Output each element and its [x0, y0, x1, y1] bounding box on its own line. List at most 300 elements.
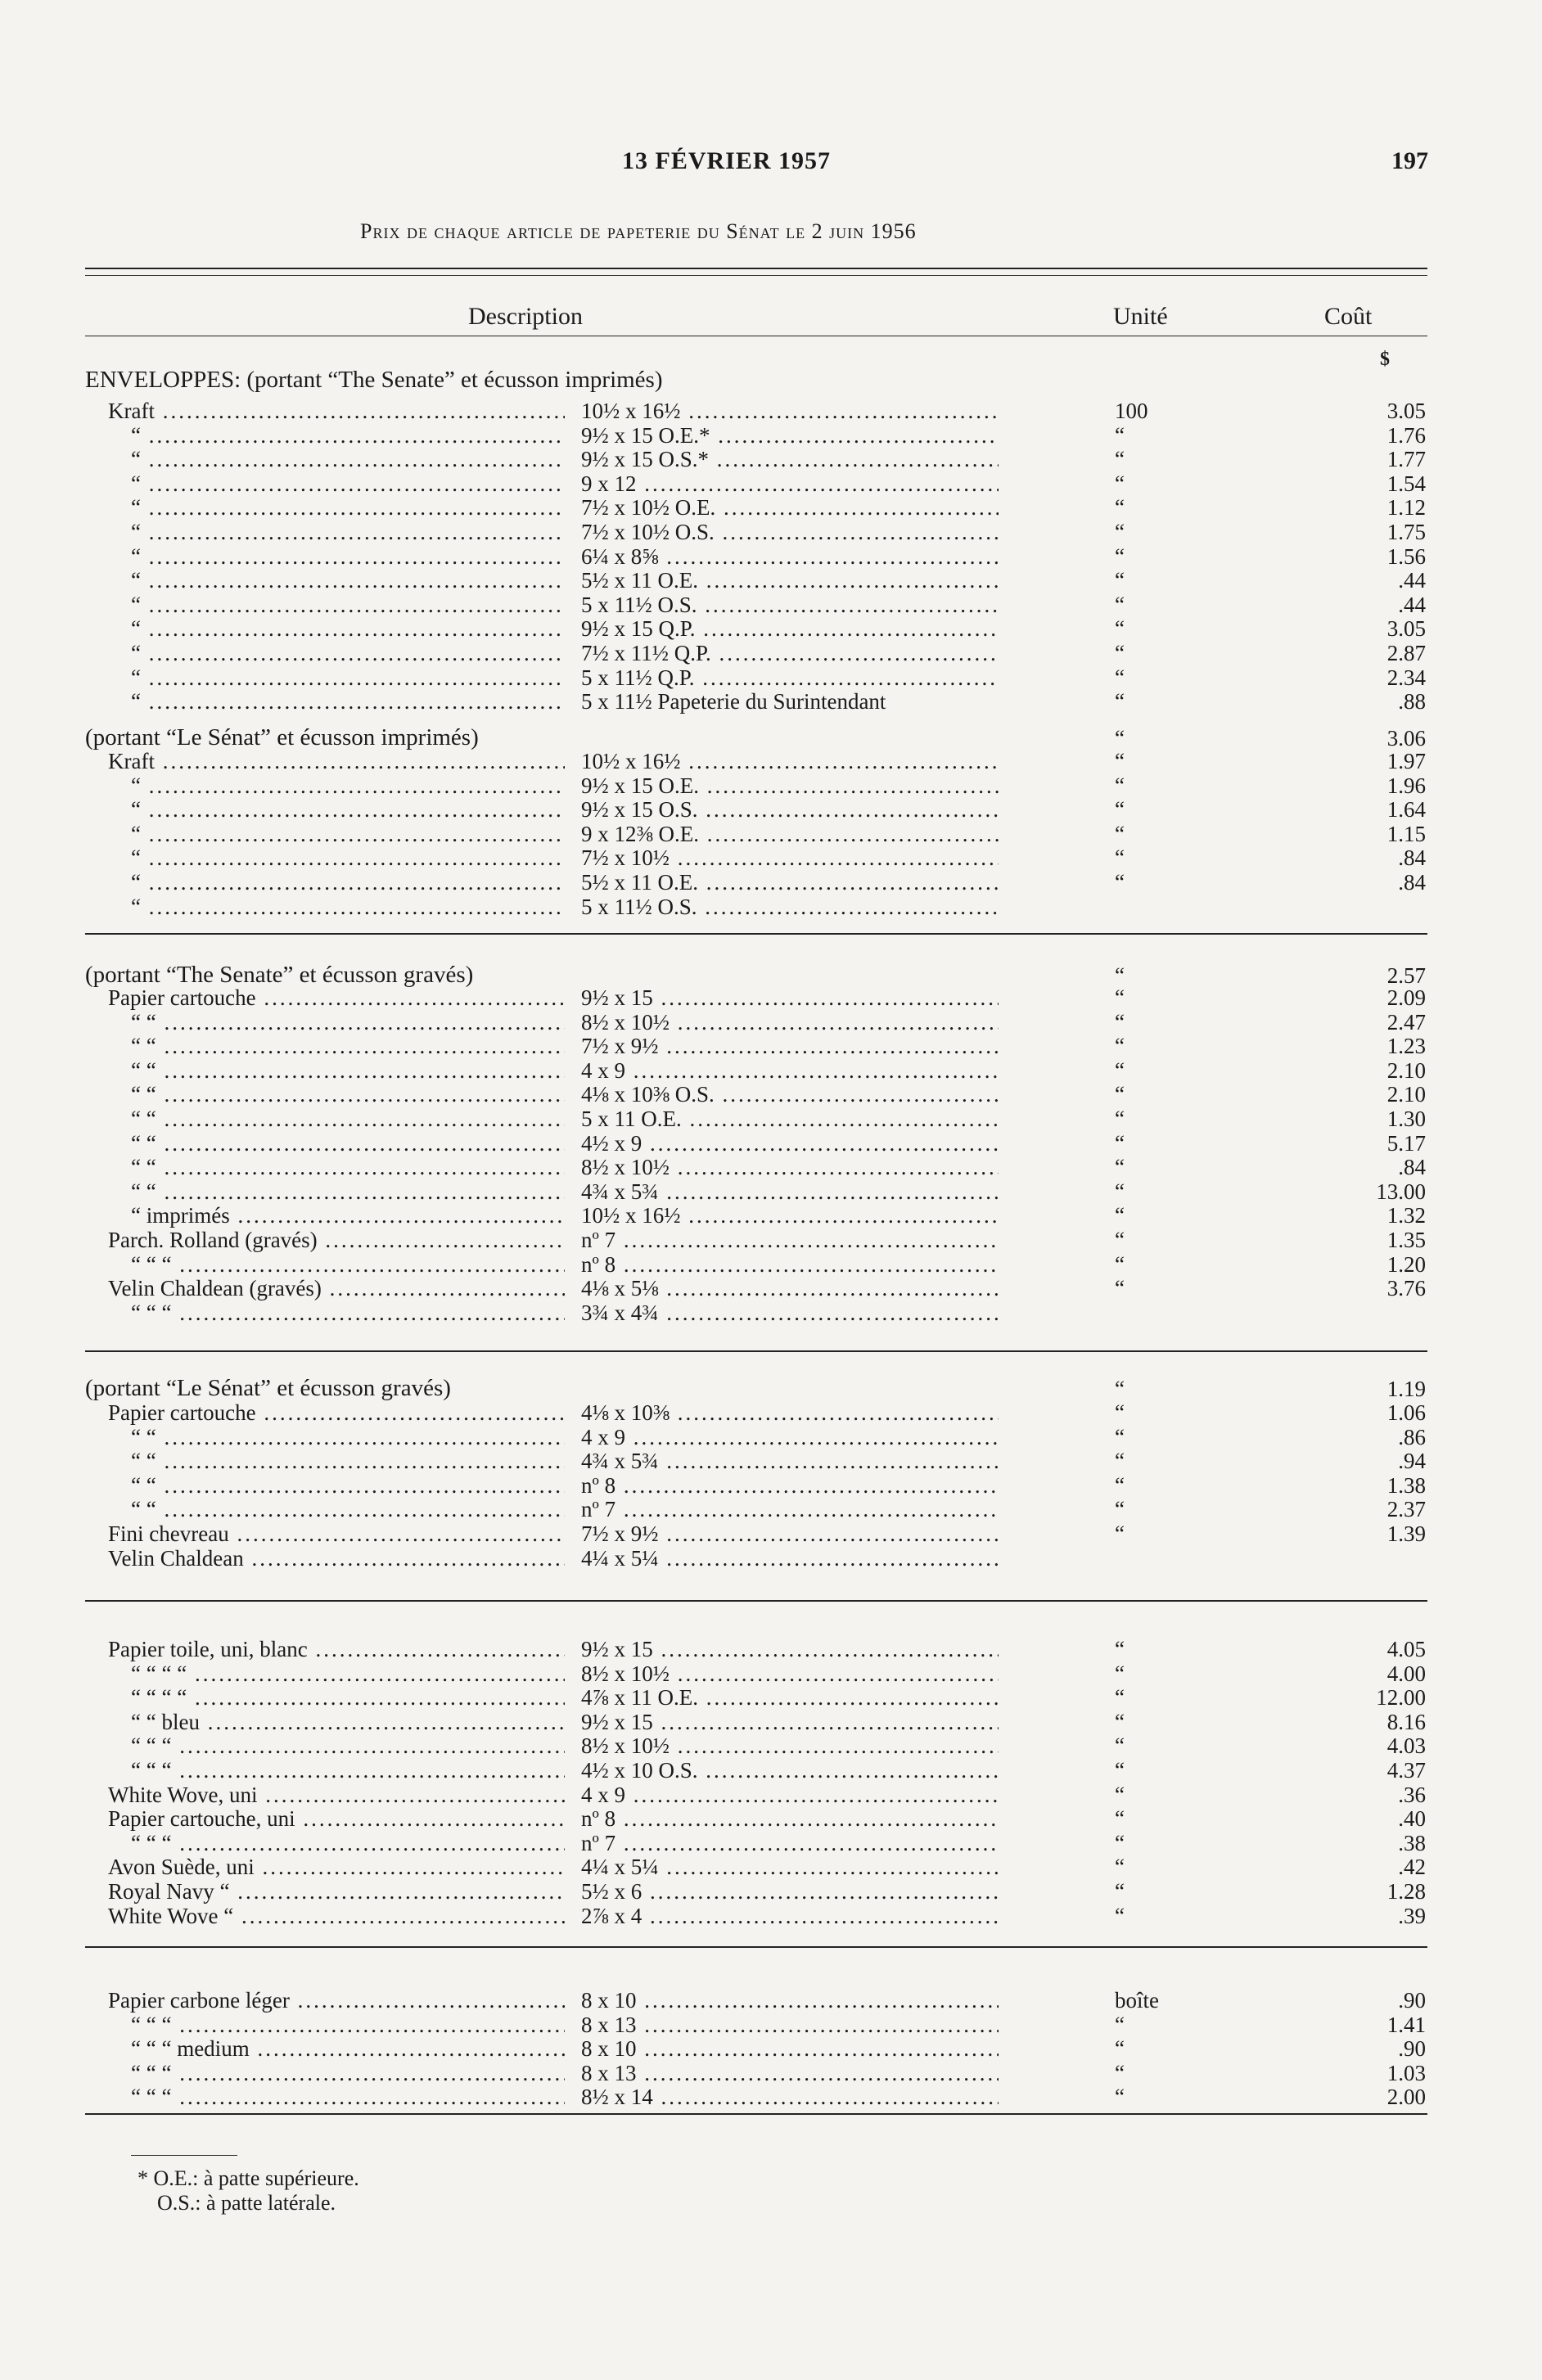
- description-cell: Papier toile, uni, blanc .....: [108, 1637, 565, 1661]
- description-cell: “ “ “ “ .....: [131, 1685, 565, 1710]
- size-cell: 9½ x 15 .....: [581, 1637, 999, 1661]
- table-row: [0, 1806, 1542, 1831]
- table-row: [0, 1228, 1542, 1252]
- cost-cell: 1.64: [1386, 797, 1426, 823]
- cost-cell: .44: [1398, 568, 1426, 593]
- unit-cell: “: [1115, 1637, 1125, 1661]
- cost-cell: .84: [1398, 845, 1426, 871]
- unit-cell: “: [1115, 1733, 1125, 1759]
- size-cell: 4¾ x 5¾ .....: [581, 1449, 999, 1473]
- description-cell: “ .....: [131, 593, 565, 617]
- description-cell-wrap: [108, 1783, 565, 1807]
- size-cell: 8 x 13 .....: [581, 2013, 999, 2037]
- description-cell: Parch. Rolland (gravés) .....: [108, 1228, 565, 1252]
- cost-cell: 12.00: [1376, 1685, 1426, 1711]
- cost-cell: 2.00: [1386, 2085, 1426, 2110]
- unit-cell: “: [1115, 749, 1125, 773]
- unit-cell: “: [1115, 797, 1125, 823]
- description-cell: “ .....: [131, 568, 565, 593]
- table-row: [0, 544, 1542, 569]
- cost-cell: 4.03: [1386, 1733, 1426, 1759]
- table-row: [0, 1637, 1542, 1661]
- table-row: [0, 1179, 1542, 1204]
- table-row: [0, 2036, 1542, 2061]
- section-rule: [85, 1350, 1427, 1352]
- cost-cell: .90: [1398, 1988, 1426, 2013]
- description-cell-wrap: [131, 641, 565, 665]
- description-cell-wrap: [108, 1400, 565, 1425]
- unit-cell: “: [1115, 1709, 1125, 1734]
- description-cell: “ “ “ .....: [131, 2061, 565, 2085]
- size-cell: 4½ x 9 .....: [581, 1131, 999, 1156]
- description-cell-wrap: [131, 2061, 565, 2085]
- unit-cell: “: [1115, 1107, 1125, 1131]
- description-cell-wrap: [108, 399, 565, 423]
- table-row: [0, 797, 1542, 822]
- unit-cell: “: [1115, 1855, 1125, 1880]
- unit-cell: boîte: [1115, 1988, 1159, 2013]
- description-cell-wrap: [108, 1904, 565, 1928]
- description-cell-wrap: [131, 471, 565, 496]
- cost-cell: 1.06: [1386, 1400, 1426, 1425]
- size-cell: 10½ x 16½ .....: [581, 1203, 999, 1228]
- description-cell-wrap: [131, 1131, 565, 1156]
- size-cell: 9½ x 15 O.E.* .....: [581, 423, 999, 448]
- cost-cell: 1.30: [1386, 1107, 1426, 1131]
- size-cell: 4⅛ x 10⅜ .....: [581, 1400, 999, 1425]
- cost-cell: 2.10: [1386, 1057, 1426, 1083]
- description-cell-wrap: [131, 423, 565, 448]
- section-label: (portant “Le Sénat” et écusson imprimés): [85, 724, 479, 751]
- size-cell: 7½ x 11½ Q.P. .....: [581, 641, 999, 665]
- unit-cell: “: [1115, 1830, 1125, 1855]
- description-cell-wrap: [108, 1988, 565, 2013]
- description-cell: “ .....: [131, 689, 565, 714]
- description-cell: “ “ .....: [131, 1010, 565, 1034]
- description-cell: “ .....: [131, 423, 565, 448]
- description-cell: “ “ “ .....: [131, 1733, 565, 1758]
- table-row: [0, 1034, 1542, 1058]
- cost-cell: 1.12: [1386, 495, 1426, 521]
- cost-cell: 5.17: [1386, 1130, 1426, 1156]
- unit-cell: “: [1115, 471, 1125, 496]
- description-cell-wrap: [131, 689, 565, 714]
- table-row: [0, 1058, 1542, 1083]
- cost-cell: .40: [1398, 1806, 1426, 1832]
- size-cell: 5 x 11½ Papeterie du Surintendant: [581, 689, 886, 714]
- unit-cell: “: [1115, 592, 1125, 617]
- cost-cell: 1.39: [1386, 1521, 1426, 1546]
- description-cell-wrap: [108, 1806, 565, 1831]
- size-cell: 4¾ x 5¾ .....: [581, 1179, 999, 1204]
- description-cell: Papier cartouche .....: [108, 985, 565, 1010]
- description-cell: “ imprimés .....: [131, 1203, 565, 1228]
- unit-cell: “: [1115, 1251, 1125, 1277]
- description-cell: Fini chevreau .....: [108, 1521, 565, 1546]
- column-header-unit: Unité: [1113, 303, 1168, 330]
- description-cell: “ “ “ .....: [131, 1831, 565, 1855]
- table-row: [0, 665, 1542, 690]
- description-cell-wrap: [131, 2013, 565, 2037]
- section-label-row: [0, 963, 1542, 988]
- description-cell-wrap: [108, 1276, 565, 1300]
- size-cell: 6¼ x 8⅝ .....: [581, 544, 999, 569]
- size-cell: 9 x 12⅜ O.E. .....: [581, 822, 999, 846]
- size-cell: 4⅛ x 5⅛ .....: [581, 1276, 999, 1300]
- description-cell-wrap: [108, 1546, 565, 1571]
- description-cell: “ “ “ .....: [131, 1252, 565, 1277]
- table-row: [0, 1855, 1542, 1879]
- cost-cell: .39: [1398, 1903, 1426, 1928]
- description-cell: Royal Navy “ .....: [108, 1879, 565, 1904]
- cost-cell: 1.15: [1386, 821, 1426, 846]
- page-title: 13 FÉVRIER 1957: [622, 147, 832, 174]
- table-row: [0, 985, 1542, 1010]
- table-row: [0, 1082, 1542, 1107]
- unit-cell: “: [1115, 1155, 1125, 1180]
- description-cell: Kraft .....: [108, 749, 565, 773]
- description-cell-wrap: [131, 1710, 565, 1734]
- description-cell-wrap: [131, 1034, 565, 1058]
- unit-cell: “: [1115, 1130, 1125, 1156]
- description-cell: “ .....: [131, 641, 565, 665]
- cost-cell: 3.05: [1386, 616, 1426, 642]
- description-cell-wrap: [131, 1058, 565, 1083]
- description-cell: “ “ .....: [131, 1179, 565, 1204]
- description-cell: “ .....: [131, 520, 565, 544]
- size-cell: 10½ x 16½ .....: [581, 399, 999, 423]
- description-cell-wrap: [131, 822, 565, 846]
- size-cell: 8 x 10 .....: [581, 2036, 999, 2061]
- description-cell-wrap: [131, 1497, 565, 1521]
- size-cell: 7½ x 9½ .....: [581, 1034, 999, 1058]
- size-cell: 5½ x 6 .....: [581, 1879, 999, 1904]
- table-row: [0, 749, 1542, 773]
- unit-cell: “: [1115, 1276, 1125, 1301]
- cost-cell: 3.76: [1386, 1276, 1426, 1301]
- table-row: [0, 870, 1542, 895]
- description-cell: “ “ .....: [131, 1425, 565, 1449]
- size-cell: nº 8 .....: [581, 1473, 999, 1498]
- description-cell: “ .....: [131, 822, 565, 846]
- table-row: [0, 568, 1542, 593]
- table-row: [0, 1661, 1542, 1686]
- description-cell-wrap: [131, 1203, 565, 1228]
- size-cell: 3¾ x 4¾ .....: [581, 1300, 999, 1325]
- cost-cell: 1.23: [1386, 1034, 1426, 1059]
- table-row: [0, 616, 1542, 641]
- cost-cell: 1.19: [1386, 1377, 1426, 1401]
- unit-cell: “: [1115, 1377, 1125, 1401]
- description-cell: Papier carbone léger .....: [108, 1988, 565, 2013]
- size-cell: 8 x 10 .....: [581, 1988, 999, 2013]
- bottom-rule: [85, 2113, 1427, 2115]
- cost-cell: .84: [1398, 870, 1426, 895]
- table-row: [0, 2061, 1542, 2085]
- cost-cell: 2.34: [1386, 665, 1426, 690]
- cost-cell: 1.97: [1386, 749, 1426, 773]
- size-cell: 2⅞ x 4 .....: [581, 1904, 999, 1928]
- description-cell-wrap: [131, 2085, 565, 2109]
- description-cell-wrap: [131, 520, 565, 544]
- cost-cell: 2.10: [1386, 1082, 1426, 1107]
- cost-cell: 2.57: [1386, 963, 1426, 988]
- table-row: [0, 2013, 1542, 2037]
- size-cell: 10½ x 16½ .....: [581, 749, 999, 773]
- description-cell-wrap: [131, 447, 565, 471]
- section-label: ENVELOPPES: (portant “The Senate” et écusson imprimés): [85, 367, 663, 393]
- description-cell: “ “ .....: [131, 1497, 565, 1521]
- size-cell: 4⅛ x 10⅜ O.S. .....: [581, 1082, 999, 1107]
- unit-cell: “: [1115, 1009, 1125, 1034]
- description-cell-wrap: [131, 1179, 565, 1204]
- cost-cell: 1.32: [1386, 1203, 1426, 1228]
- size-cell: 5½ x 11 O.E. .....: [581, 568, 999, 593]
- cost-cell: .88: [1398, 689, 1426, 714]
- top-rule-inner: [85, 275, 1427, 276]
- column-header-cost: Coût: [1324, 303, 1373, 330]
- currency-symbol: $: [1380, 349, 1390, 370]
- size-cell: 9½ x 15 .....: [581, 1710, 999, 1734]
- unit-cell: “: [1115, 1034, 1125, 1059]
- table-row: [0, 641, 1542, 665]
- size-cell: 4 x 9 .....: [581, 1783, 999, 1807]
- unit-cell: “: [1115, 773, 1125, 798]
- cost-cell: 1.54: [1386, 471, 1426, 496]
- size-cell: 7½ x 10½ O.E. .....: [581, 495, 999, 520]
- description-cell-wrap: [131, 1300, 565, 1325]
- size-cell: nº 8 .....: [581, 1806, 999, 1831]
- cost-cell: 8.16: [1386, 1709, 1426, 1734]
- description-cell: Kraft .....: [108, 399, 565, 423]
- description-cell: “ .....: [131, 845, 565, 870]
- description-cell: “ “ .....: [131, 1131, 565, 1156]
- size-cell: nº 7 .....: [581, 1831, 999, 1855]
- unit-cell: “: [1115, 568, 1125, 593]
- description-cell: “ “ .....: [131, 1449, 565, 1473]
- description-cell: White Wove “ .....: [108, 1904, 565, 1928]
- unit-cell: “: [1115, 1685, 1125, 1711]
- table-row: [0, 1155, 1542, 1179]
- cost-cell: 1.38: [1386, 1472, 1426, 1498]
- table-row: [0, 1546, 1542, 1571]
- description-cell-wrap: [131, 1252, 565, 1277]
- footnote-rule: [131, 2155, 237, 2156]
- table-row: [0, 2085, 1542, 2109]
- table-row: [0, 1107, 1542, 1131]
- unit-cell: “: [1115, 1082, 1125, 1107]
- unit-cell: “: [1115, 963, 1125, 988]
- cost-cell: .90: [1398, 2036, 1426, 2062]
- description-cell: “ “ “ .....: [131, 1758, 565, 1783]
- unit-cell: “: [1115, 1879, 1125, 1904]
- column-header-description: Description: [468, 303, 583, 330]
- description-cell-wrap: [131, 1010, 565, 1034]
- page-number: 197: [1391, 147, 1428, 174]
- size-cell: 8½ x 10½ .....: [581, 1010, 999, 1034]
- unit-cell: “: [1115, 495, 1125, 521]
- unit-cell: “: [1115, 1203, 1125, 1228]
- cost-cell: 1.56: [1386, 543, 1426, 569]
- table-row: [0, 689, 1542, 714]
- description-cell: “ “ “ “ .....: [131, 1661, 565, 1686]
- cost-cell: 2.47: [1386, 1009, 1426, 1034]
- cost-cell: 3.06: [1386, 726, 1426, 751]
- unit-cell: “: [1115, 1424, 1125, 1449]
- section-rule: [85, 1600, 1427, 1602]
- table-row: [0, 1473, 1542, 1498]
- description-cell: “ “ .....: [131, 1034, 565, 1058]
- description-cell-wrap: [131, 895, 565, 919]
- unit-cell: “: [1115, 1521, 1125, 1546]
- unit-cell: “: [1115, 1758, 1125, 1783]
- unit-cell: “: [1115, 665, 1125, 690]
- unit-cell: “: [1115, 1400, 1125, 1425]
- description-cell: “ .....: [131, 495, 565, 520]
- table-row: [0, 1497, 1542, 1521]
- size-cell: 4¼ x 5¼ .....: [581, 1546, 999, 1571]
- size-cell: 9½ x 15 Q.P. .....: [581, 616, 999, 641]
- description-cell-wrap: [131, 1733, 565, 1758]
- unit-cell: “: [1115, 1179, 1125, 1204]
- size-cell: 5 x 11½ O.S. .....: [581, 895, 999, 919]
- description-cell: Velin Chaldean .....: [108, 1546, 565, 1571]
- size-cell: 8½ x 10½ .....: [581, 1155, 999, 1179]
- table-row: [0, 1400, 1542, 1425]
- table-row: [0, 1131, 1542, 1156]
- top-rule: [85, 268, 1427, 269]
- description-cell-wrap: [131, 544, 565, 569]
- description-cell: White Wove, uni .....: [108, 1783, 565, 1807]
- description-cell-wrap: [131, 495, 565, 520]
- cost-cell: 1.77: [1386, 447, 1426, 472]
- description-cell: Papier cartouche .....: [108, 1400, 565, 1425]
- size-cell: 8½ x 14 .....: [581, 2085, 999, 2109]
- size-cell: 7½ x 10½ O.S. .....: [581, 520, 999, 544]
- table-row: [0, 593, 1542, 617]
- description-cell-wrap: [131, 665, 565, 690]
- cost-cell: 2.09: [1386, 985, 1426, 1010]
- unit-cell: “: [1115, 1806, 1125, 1832]
- cost-cell: 1.96: [1386, 773, 1426, 798]
- description-cell-wrap: [131, 1082, 565, 1107]
- size-cell: 4 x 9 .....: [581, 1058, 999, 1083]
- table-row: [0, 471, 1542, 496]
- unit-cell: 100: [1115, 399, 1148, 423]
- table-row: [0, 1685, 1542, 1710]
- table-row: [0, 895, 1542, 919]
- size-cell: 9½ x 15 O.E. .....: [581, 773, 999, 798]
- description-cell: “ “ “ .....: [131, 2085, 565, 2109]
- unit-cell: “: [1115, 2036, 1125, 2062]
- size-cell: 4⅞ x 11 O.E. .....: [581, 1685, 999, 1710]
- cost-cell: 4.00: [1386, 1661, 1426, 1686]
- unit-cell: “: [1115, 520, 1125, 544]
- description-cell-wrap: [108, 1855, 565, 1879]
- table-row: [0, 399, 1542, 423]
- size-cell: 5 x 11½ Q.P. .....: [581, 665, 999, 690]
- table-subtitle: Prix de chaque article de papeterie du Sénat le 2 juin 1956: [360, 219, 917, 243]
- description-cell-wrap: [108, 985, 565, 1010]
- table-row: [0, 495, 1542, 520]
- cost-cell: 1.35: [1386, 1228, 1426, 1252]
- unit-cell: “: [1115, 616, 1125, 642]
- table-row: [0, 423, 1542, 448]
- table-row: [0, 1710, 1542, 1734]
- size-cell: 9½ x 15 .....: [581, 985, 999, 1010]
- cost-cell: 2.37: [1386, 1497, 1426, 1522]
- description-cell: Papier cartouche, uni .....: [108, 1806, 565, 1831]
- size-cell: 8 x 13 .....: [581, 2061, 999, 2085]
- unit-cell: “: [1115, 1449, 1125, 1474]
- cost-cell: 4.37: [1386, 1758, 1426, 1783]
- section-label-row: [0, 1377, 1542, 1401]
- description-cell-wrap: [131, 2036, 565, 2061]
- size-cell: 5 x 11 O.E. .....: [581, 1107, 999, 1131]
- cost-cell: 3.05: [1386, 399, 1426, 423]
- size-cell: 9 x 12 .....: [581, 471, 999, 496]
- description-cell: “ “ .....: [131, 1473, 565, 1498]
- unit-cell: “: [1115, 1661, 1125, 1686]
- description-cell-wrap: [108, 749, 565, 773]
- cost-cell: 1.75: [1386, 520, 1426, 544]
- description-cell-wrap: [131, 568, 565, 593]
- cost-cell: .84: [1398, 1155, 1426, 1180]
- description-cell-wrap: [131, 616, 565, 641]
- description-cell: “ .....: [131, 895, 565, 919]
- cost-cell: 2.87: [1386, 641, 1426, 665]
- description-cell: “ “ .....: [131, 1082, 565, 1107]
- unit-cell: “: [1115, 689, 1125, 714]
- description-cell: “ “ “ .....: [131, 2013, 565, 2037]
- description-cell-wrap: [131, 1449, 565, 1473]
- size-cell: 8½ x 10½ .....: [581, 1733, 999, 1758]
- table-row: [0, 1449, 1542, 1473]
- page-header: [0, 147, 1542, 180]
- unit-cell: “: [1115, 985, 1125, 1010]
- description-cell-wrap: [108, 1521, 565, 1546]
- cost-cell: .36: [1398, 1782, 1426, 1807]
- cost-cell: 1.20: [1386, 1251, 1426, 1277]
- description-cell-wrap: [131, 797, 565, 822]
- table-row: [0, 1879, 1542, 1904]
- description-cell: “ .....: [131, 773, 565, 798]
- size-cell: 9½ x 15 O.S.* .....: [581, 447, 999, 471]
- footnote-os: O.S.: à patte latérale.: [157, 2191, 336, 2215]
- cost-cell: 1.28: [1386, 1879, 1426, 1904]
- unit-cell: “: [1115, 2060, 1125, 2085]
- size-cell: 8½ x 10½ .....: [581, 1661, 999, 1686]
- unit-cell: “: [1115, 1782, 1125, 1807]
- table-row: [0, 1783, 1542, 1807]
- size-cell: 4 x 9 .....: [581, 1425, 999, 1449]
- size-cell: 5 x 11½ O.S. .....: [581, 593, 999, 617]
- description-cell: “ “ .....: [131, 1155, 565, 1179]
- size-cell: 4½ x 10 O.S. .....: [581, 1758, 999, 1783]
- section-label-row: [0, 726, 1542, 751]
- description-cell: “ .....: [131, 616, 565, 641]
- unit-cell: “: [1115, 543, 1125, 569]
- table-row: [0, 1252, 1542, 1277]
- table-row: [0, 447, 1542, 471]
- table-row: [0, 845, 1542, 870]
- description-cell-wrap: [131, 845, 565, 870]
- unit-cell: “: [1115, 1497, 1125, 1522]
- description-cell-wrap: [131, 1107, 565, 1131]
- size-cell: 4¼ x 5¼ .....: [581, 1855, 999, 1879]
- cost-cell: .94: [1398, 1449, 1426, 1474]
- cost-cell: 1.03: [1386, 2060, 1426, 2085]
